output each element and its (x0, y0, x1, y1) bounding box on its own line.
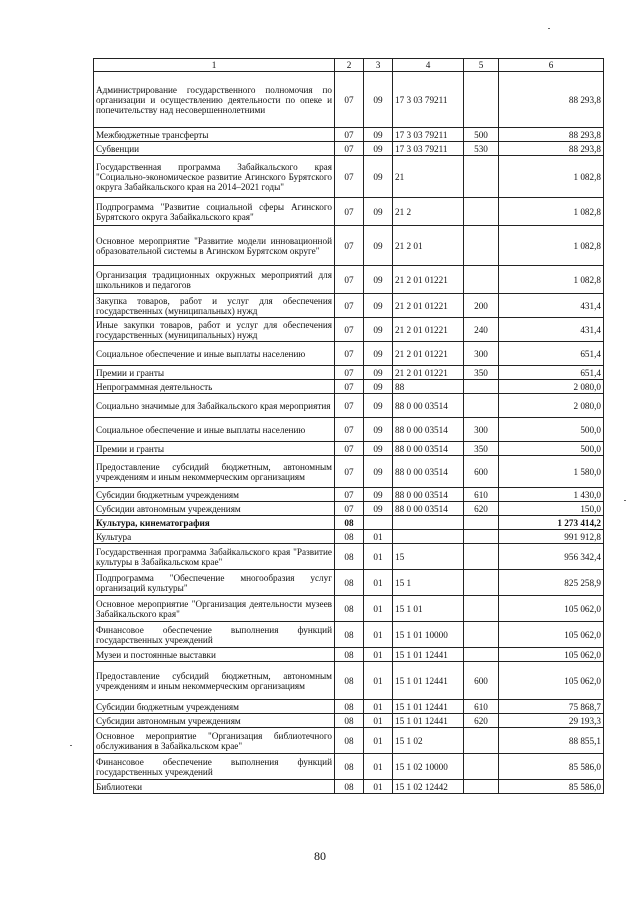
table-cell (464, 394, 499, 418)
table-cell: Подпрограмма "Обеспечение многообразия услуг организаций культуры" (94, 570, 335, 596)
table-cell: Субсидии бюджетным учреждениям (94, 488, 335, 502)
table-cell (364, 516, 393, 530)
table-cell: 15 1 01 (393, 596, 464, 622)
table-cell: 300 (464, 342, 499, 366)
table-cell: Субсидии автономным учреждениям (94, 714, 335, 728)
table-cell: 01 (364, 530, 393, 544)
table-cell: 17 3 03 79211 (393, 128, 464, 142)
table-cell: Основное мероприятие "Развитие модели инновационной образовательной системы в Агинском Бурятском округе" (94, 226, 335, 266)
table-cell (464, 648, 499, 662)
table-cell: 88 293,8 (499, 128, 604, 142)
table-cell: Музеи и постоянные выставки (94, 648, 335, 662)
table-cell: Администрирование государственного полномочия по организации и осуществлению деятельности по опеке и попечительству над несовершеннолетними (94, 72, 335, 128)
table-cell: 88 0 00 03514 (393, 488, 464, 502)
table-row (94, 488, 604, 502)
scan-speck (624, 500, 626, 501)
table-row (94, 544, 604, 570)
table-cell: 09 (364, 342, 393, 366)
table-cell: 240 (464, 318, 499, 342)
table-cell: 01 (364, 596, 393, 622)
table-cell: Премии и гранты (94, 442, 335, 456)
table-cell: 01 (364, 728, 393, 754)
table-cell: 29 193,3 (499, 714, 604, 728)
table-row (94, 662, 604, 700)
table-row (94, 530, 604, 544)
table-cell: 07 (335, 142, 364, 156)
table-row (94, 754, 604, 780)
column-header: 5 (464, 59, 499, 72)
table-cell: 08 (335, 570, 364, 596)
table-cell: 08 (335, 596, 364, 622)
table-cell (464, 780, 499, 794)
table-row (94, 780, 604, 794)
table-cell (464, 198, 499, 226)
table-cell: 21 2 01 01221 (393, 342, 464, 366)
table-cell: 07 (335, 456, 364, 488)
table-cell: 530 (464, 142, 499, 156)
table-cell: Основное мероприятие "Организация деятельности музеев Забайкальского края" (94, 596, 335, 622)
table-row (94, 318, 604, 342)
table-row (94, 380, 604, 394)
table-cell: Организация традиционных окружных мероприятий для школьников и педагогов (94, 266, 335, 294)
table-cell: 431,4 (499, 318, 604, 342)
table-cell: 431,4 (499, 294, 604, 318)
table-cell: 07 (335, 342, 364, 366)
table-cell: 21 2 (393, 198, 464, 226)
table-cell: 07 (335, 128, 364, 142)
table-row (94, 700, 604, 714)
table-cell: 09 (364, 380, 393, 394)
table-cell (464, 530, 499, 544)
table-cell: 17 3 03 79211 (393, 142, 464, 156)
table-cell: 08 (335, 544, 364, 570)
table-cell: 15 1 01 12441 (393, 714, 464, 728)
table-row (94, 366, 604, 380)
table-cell (464, 266, 499, 294)
table-cell: 150,0 (499, 502, 604, 516)
table-row (94, 728, 604, 754)
table-cell: 21 (393, 156, 464, 198)
table-cell: 09 (364, 294, 393, 318)
table-cell: 01 (364, 622, 393, 648)
table-cell: 105 062,0 (499, 596, 604, 622)
table-cell (464, 728, 499, 754)
table-row (94, 622, 604, 648)
table-cell: 01 (364, 700, 393, 714)
table-cell: 600 (464, 456, 499, 488)
table-cell: Финансовое обеспечение выполнения функций государственных учреждений (94, 754, 335, 780)
table-cell: 21 2 01 01221 (393, 266, 464, 294)
table-row (94, 714, 604, 728)
table-cell: 08 (335, 754, 364, 780)
table-cell: 1 082,8 (499, 156, 604, 198)
table-cell: Субсидии бюджетным учреждениям (94, 700, 335, 714)
table-cell: 1 273 414,2 (499, 516, 604, 530)
table-row (94, 648, 604, 662)
table-row (94, 596, 604, 622)
table-cell: 08 (335, 516, 364, 530)
table-row (94, 226, 604, 266)
table-row (94, 418, 604, 442)
table-cell: 620 (464, 502, 499, 516)
table-cell (464, 754, 499, 780)
table-cell: 610 (464, 700, 499, 714)
table-cell: 88 855,1 (499, 728, 604, 754)
table-cell (464, 516, 499, 530)
table-row (94, 516, 604, 530)
table-cell: 15 1 02 (393, 728, 464, 754)
table-cell: 2 080,0 (499, 380, 604, 394)
scan-speck (548, 28, 550, 29)
table-cell: 01 (364, 648, 393, 662)
table-cell: 07 (335, 442, 364, 456)
table-cell: 07 (335, 294, 364, 318)
table-cell: 105 062,0 (499, 662, 604, 700)
table-row (94, 342, 604, 366)
table-cell: Социальное обеспечение и иные выплаты населению (94, 418, 335, 442)
table-row (94, 142, 604, 156)
table-cell: Культура (94, 530, 335, 544)
table-cell: 09 (364, 266, 393, 294)
table-cell: 88 0 00 03514 (393, 502, 464, 516)
table-cell: 01 (364, 570, 393, 596)
table-cell: 08 (335, 648, 364, 662)
table-cell: Субсидии автономным учреждениям (94, 502, 335, 516)
table-cell: 2 080,0 (499, 394, 604, 418)
table-cell: 500,0 (499, 442, 604, 456)
table-cell (464, 596, 499, 622)
table-cell: 08 (335, 622, 364, 648)
table-cell: 651,4 (499, 342, 604, 366)
table-cell: 105 062,0 (499, 622, 604, 648)
table-row (94, 72, 604, 128)
table-cell: Социальное обеспечение и иные выплаты населению (94, 342, 335, 366)
table-cell: 15 1 01 12441 (393, 700, 464, 714)
table-cell: 07 (335, 394, 364, 418)
table-cell: 651,4 (499, 366, 604, 380)
table-cell: 01 (364, 780, 393, 794)
table-cell: Государственная программа Забайкальского края "Социально-экономическое развитие Агинского Бурятского округа Забайкальского края на 2014–2021 годы" (94, 156, 335, 198)
table-cell: 1 082,8 (499, 266, 604, 294)
table-cell (464, 570, 499, 596)
table-cell: 21 2 01 01221 (393, 318, 464, 342)
table-cell: 08 (335, 728, 364, 754)
table-cell: 07 (335, 226, 364, 266)
table-cell: 600 (464, 662, 499, 700)
table-cell: 85 586,0 (499, 754, 604, 780)
table-cell: 07 (335, 488, 364, 502)
column-header: 1 (94, 59, 335, 72)
table-cell (464, 622, 499, 648)
table-cell: 15 1 (393, 570, 464, 596)
table-cell: 01 (364, 754, 393, 780)
table-row (94, 294, 604, 318)
table-cell: 15 1 01 12441 (393, 662, 464, 700)
table-cell (393, 530, 464, 544)
column-header: 3 (364, 59, 393, 72)
table-cell: 09 (364, 128, 393, 142)
table-cell: 88 293,8 (499, 142, 604, 156)
table-cell: Библиотеки (94, 780, 335, 794)
table-cell: Основное мероприятие "Организация библиотечного обслуживания в Забайкальском крае" (94, 728, 335, 754)
table-cell: 991 912,8 (499, 530, 604, 544)
table-cell: Закупка товаров, работ и услуг для обеспечения государственных (муниципальных) нужд (94, 294, 335, 318)
table-cell: 09 (364, 418, 393, 442)
table-cell: 07 (335, 380, 364, 394)
table-row (94, 198, 604, 226)
table-cell: 09 (364, 142, 393, 156)
table-cell: 07 (335, 502, 364, 516)
table-cell: 08 (335, 780, 364, 794)
table-cell (464, 544, 499, 570)
table-cell: 09 (364, 488, 393, 502)
budget-table (93, 58, 604, 794)
table-cell: 07 (335, 418, 364, 442)
table-cell (464, 380, 499, 394)
table-cell: 09 (364, 456, 393, 488)
table-cell: 350 (464, 442, 499, 456)
table-cell: Иные закупки товаров, работ и услуг для обеспечения государственных (муниципальных) нужд (94, 318, 335, 342)
table-cell: Государственная программа Забайкальского края "Развитие культуры в Забайкальском крае" (94, 544, 335, 570)
column-header: 2 (335, 59, 364, 72)
table-row (94, 570, 604, 596)
table-cell: 09 (364, 366, 393, 380)
table-cell: 956 342,4 (499, 544, 604, 570)
table-cell: 105 062,0 (499, 648, 604, 662)
table-cell: 620 (464, 714, 499, 728)
table-cell: 01 (364, 714, 393, 728)
table-cell: 350 (464, 366, 499, 380)
table-body (94, 72, 604, 794)
table-cell: 09 (364, 502, 393, 516)
table-cell: 07 (335, 72, 364, 128)
table-cell: 07 (335, 318, 364, 342)
column-header: 4 (393, 59, 464, 72)
table-cell: 88 0 00 03514 (393, 418, 464, 442)
table-cell: 09 (364, 198, 393, 226)
table-cell: 07 (335, 266, 364, 294)
table-cell (464, 72, 499, 128)
table-cell: 200 (464, 294, 499, 318)
page-number: 80 (314, 849, 326, 863)
table-cell: 09 (364, 442, 393, 456)
table-cell: Предоставление субсидий бюджетным, автономным учреждениям и иным некоммерческим организациям (94, 662, 335, 700)
table-cell: 01 (364, 544, 393, 570)
table-cell: 15 1 01 10000 (393, 622, 464, 648)
table-row (94, 456, 604, 488)
table-cell: 08 (335, 714, 364, 728)
table-cell: 15 (393, 544, 464, 570)
table-cell: 07 (335, 156, 364, 198)
table-cell: 08 (335, 530, 364, 544)
table-cell: 88 0 00 03514 (393, 394, 464, 418)
table-cell: 88 0 00 03514 (393, 456, 464, 488)
table-cell: 21 2 01 01221 (393, 294, 464, 318)
table-cell: 15 1 01 12441 (393, 648, 464, 662)
table-cell: 500 (464, 128, 499, 142)
table-cell: 17 3 03 79211 (393, 72, 464, 128)
table-cell: 1 082,8 (499, 226, 604, 266)
table-cell: 09 (364, 156, 393, 198)
table-cell: 01 (364, 662, 393, 700)
table-cell: Премии и гранты (94, 366, 335, 380)
column-header: 6 (499, 59, 604, 72)
table-row (94, 266, 604, 294)
table-cell: 88 293,8 (499, 72, 604, 128)
table-cell (464, 156, 499, 198)
table-cell: Непрограммная деятельность (94, 380, 335, 394)
table-cell: 825 258,9 (499, 570, 604, 596)
table-cell: 15 1 02 10000 (393, 754, 464, 780)
table-cell: Социально значимые для Забайкальского края мероприятия (94, 394, 335, 418)
table-cell: 21 2 01 (393, 226, 464, 266)
table-cell: Подпрограмма "Развитие социальной сферы Агинского Бурятского округа Забайкальского края" (94, 198, 335, 226)
table-cell: 500,0 (499, 418, 604, 442)
scan-speck (70, 745, 72, 746)
table-cell: Предоставление субсидий бюджетным, автономным учреждениям и иным некоммерческим организациям (94, 456, 335, 488)
table-cell: Финансовое обеспечение выполнения функций государственных учреждений (94, 622, 335, 648)
table-cell: 09 (364, 318, 393, 342)
table-cell: 07 (335, 366, 364, 380)
table-cell: 09 (364, 226, 393, 266)
table-cell: 1 580,0 (499, 456, 604, 488)
table-row (94, 128, 604, 142)
table-cell: 1 430,0 (499, 488, 604, 502)
table-cell: Культура, кинематография (94, 516, 335, 530)
table-row (94, 394, 604, 418)
table-cell: 610 (464, 488, 499, 502)
table-cell: 88 0 00 03514 (393, 442, 464, 456)
table-cell: 21 2 01 01221 (393, 366, 464, 380)
table-cell: 75 868,7 (499, 700, 604, 714)
table-cell: Межбюджетные трансферты (94, 128, 335, 142)
table-cell: 08 (335, 700, 364, 714)
table-cell: 1 082,8 (499, 198, 604, 226)
table-cell: Субвенции (94, 142, 335, 156)
table-cell: 15 1 02 12442 (393, 780, 464, 794)
table-cell (464, 226, 499, 266)
table-cell: 09 (364, 72, 393, 128)
table-row (94, 156, 604, 198)
table-cell: 88 (393, 380, 464, 394)
table-row (94, 502, 604, 516)
table-cell: 08 (335, 662, 364, 700)
table-cell (393, 516, 464, 530)
table-header-row (94, 59, 604, 72)
table-row (94, 442, 604, 456)
table-cell: 07 (335, 198, 364, 226)
table-cell: 85 586,0 (499, 780, 604, 794)
table-cell: 300 (464, 418, 499, 442)
table-cell: 09 (364, 394, 393, 418)
